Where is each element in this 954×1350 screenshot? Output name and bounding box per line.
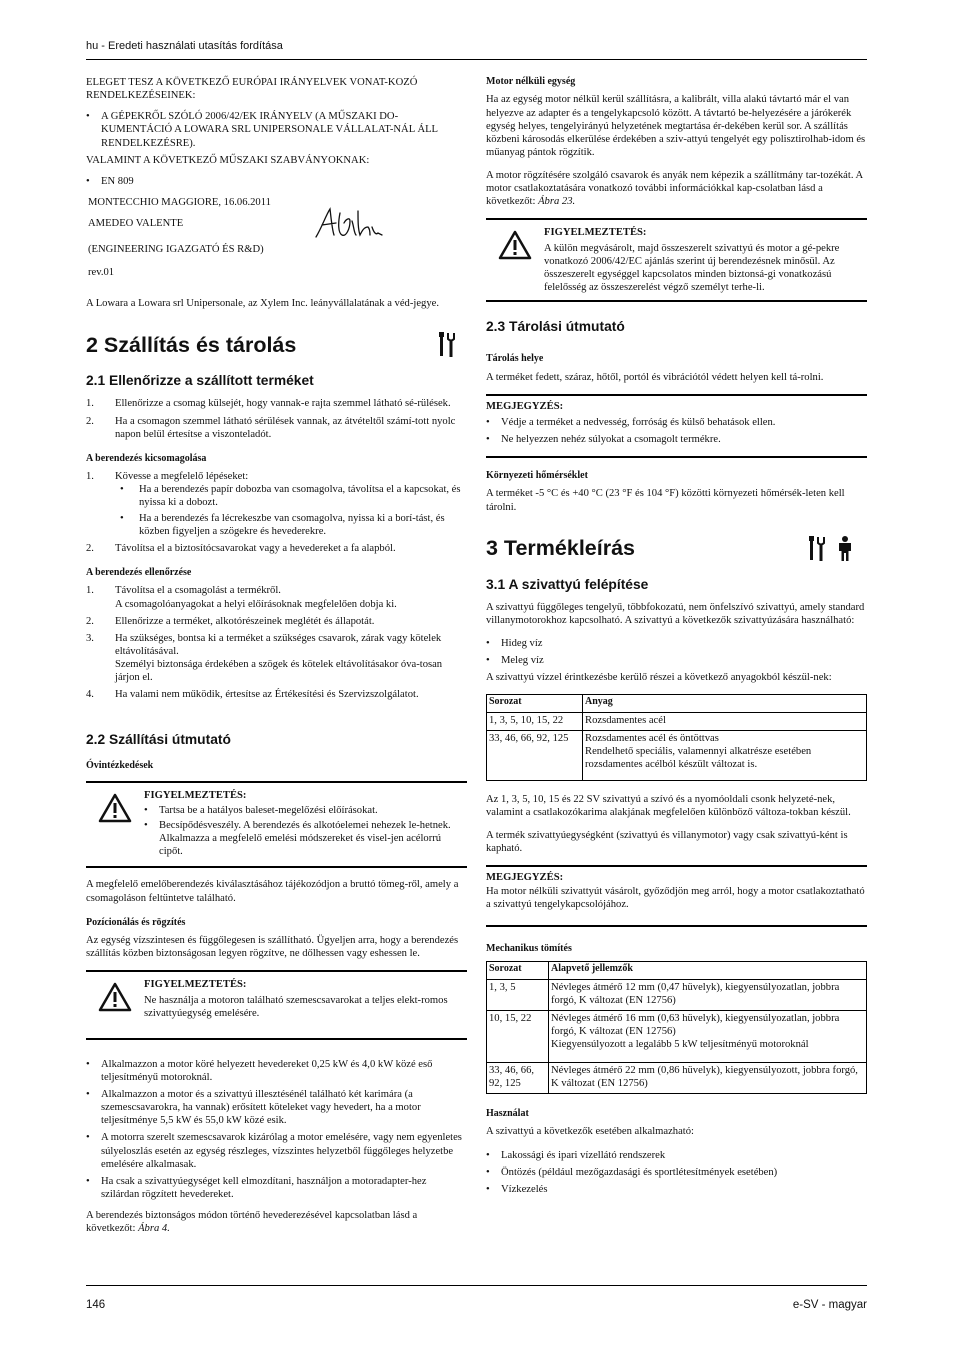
- list-item: • Ne helyezzen nehéz súlyokat a csomagolt termékre.: [486, 433, 867, 446]
- temperature-title: Környezeti hőmérséklet: [486, 470, 588, 481]
- list-item: 1. Kövesse a megfelelő lépéseket: • Ha a berendezés papír dobozba van csomagolva, távolítsa el a kapcsokat, és nyissa ki a dobozt. • Ha a berendezés fa lécrekeszbe van csomagolva, nyissa ki a borí-tást, és közben figyeljen a szögekre és hevederekre.: [86, 470, 467, 538]
- list-item: • Védje a terméket a nedvesség, forróság és külső behatások ellen.: [486, 416, 867, 429]
- table-cell: 10, 15, 22: [487, 1010, 549, 1062]
- list-item: • Öntözés (például mezőgazdasági és sportlétesítmények esetében): [486, 1166, 867, 1179]
- place-date: MONTECCHIO MAGGIORE, 16.06.2011: [88, 196, 271, 208]
- left-column: [86, 76, 467, 1245]
- usage-intro: A szivattyú a következők esetében alkalmazható:: [486, 1126, 694, 1138]
- table-header: Sorozat: [487, 962, 549, 979]
- note-box: [486, 394, 867, 458]
- materials-intro: A szivattyú vízzel érintkezésbe kerülő részei a következő anyagokból készül-nek:: [486, 672, 832, 684]
- inspect-title: A berendezés ellenőrzése: [86, 566, 192, 578]
- table-header: Anyag: [583, 695, 867, 712]
- storage-place-title: Tárolás helye: [486, 353, 544, 365]
- page-number: 146: [86, 1299, 106, 1311]
- list-item: • A motorra szerelt szemescsavarok kizárólag a motor emelésére, vagy nem egyenletes súlyeloszlás esetén az egység részleges, vízszintes helyzetből függőleges helyzetbe emelésére alkalmasak.: [86, 1131, 467, 1170]
- table-row: [487, 979, 867, 1010]
- list-item: • Hideg víz: [486, 637, 867, 650]
- list-item: • Becsípődésveszély. A berendezés és alkotóelemei nehezek le-hetnek. Alkalmazza a megfelelő emelési módszereket és visel-jen acélorrú cipőt.: [144, 819, 467, 858]
- warning-text: A külön megvásárolt, majd összeszerelt szivattyú és motor a gé-pekre vonatkozó 2006/42/EC ajánlás szerint új berendezésnek minősül. Az összeszerelt egységgel kapcsolatos minden biztonsá-gi vonatkozású felelősség az összeszerelést végző személyt terhe-li.: [544, 242, 840, 293]
- sling-reference: A berendezés biztonságos módon történő hevederezésével kapcsolatban lásd a következőt: Ábra 4.: [86, 1210, 418, 1235]
- table-row: [487, 730, 867, 780]
- declaration: [86, 76, 467, 279]
- table-cell: Rozsdamentes acél: [583, 712, 867, 730]
- note-title: MEGJEGYZÉS:: [486, 872, 564, 884]
- usage-list: [486, 1149, 867, 1196]
- standards-intro: VALAMINT A KÖVETKEZŐ MŰSZAKI SZABVÁNYOKNAK:: [86, 154, 370, 166]
- revision: rev.01: [88, 267, 115, 279]
- seal-table: [486, 961, 867, 1094]
- directive-item: • A GÉPEKRŐL SZÓLÓ 2006/42/EK IRÁNYELV (A MŰSZAKI DO-KUMENTÁCIÓ A LOWARA SRL UNIPERSONALE VÁLLALAT-NÁL ÁLL RENDELKEZÉSRE).: [86, 110, 467, 149]
- table-cell: 33, 46, 66, 92, 125: [487, 730, 583, 780]
- right-column: [486, 76, 867, 1204]
- table-row: [487, 712, 867, 730]
- table-header: Sorozat: [487, 695, 583, 712]
- signatory-role: (ENGINEERING IGAZGATÓ ÉS R&D): [88, 244, 264, 255]
- footer-rule: [86, 1285, 867, 1286]
- list-item: 4. Ha valami nem működik, értesítse az Értékesítési és Szervizszolgálatot.: [86, 689, 419, 701]
- chapter-3-heading: [486, 536, 867, 562]
- list-item: 3. Ha szükséges, bontsa ki a terméket a szükséges csavarok, zárak vagy kötelek eltávolításával. Személyi biztonsága érdekében a szögek és kötelek eltávolításakor óva-tosan járjon el.: [86, 632, 443, 684]
- list-item: 2. Ellenőrizze a terméket, alkotórészeinek meglétét és állapotát.: [86, 615, 375, 627]
- list-item: 2. Ha a csomagon szemmel látható sérülések vannak, az átvételtől számí-tott nyolc napon belül értesítse a viszonteladót.: [86, 415, 456, 440]
- warning-icon: [98, 982, 132, 1012]
- list-item: • Tartsa be a hatályos baleset-megelőzési előírásokat.: [144, 804, 467, 817]
- header-rule: [86, 59, 867, 60]
- document-label: e-SV - magyar: [792, 1299, 867, 1311]
- inspect-list: [86, 584, 467, 701]
- materials-table: [486, 694, 867, 781]
- motor-bolts-paragraph: A motor rögzítésére szolgáló csavarok és anyák nem képezik a szállítmány tar-tozékát. A motor csatlakoztatására vonatkozó további információkkal kap-csolatban lásd a következőt: Ábra 23.: [486, 170, 863, 208]
- seal-title: Mechanikus tömítés: [486, 942, 572, 954]
- section-2-2-title: 2.2 Szállítási útmutató: [86, 732, 231, 748]
- section-2-3-title: 2.3 Tárolási útmutató: [486, 319, 625, 335]
- warning-title: FIGYELMEZTETÉS:: [544, 227, 647, 239]
- table-header: Alapvető jellemzők: [549, 962, 867, 979]
- temperature-text: A terméket -5 °C és +40 °C (23 °F és 104 °F) közötti környezeti hőmérsék-leten kell tárolni.: [486, 488, 845, 513]
- list-item: • Lakossági és ipari vízellátó rendszerek: [486, 1149, 867, 1162]
- list-item: 1. Ellenőrizze a csomag külsejét, hogy vannak-e rajta szemmel látható sé-rülések.: [86, 398, 451, 410]
- figure-reference: Ábra 4.: [138, 1223, 170, 1235]
- list-item: • Ha a berendezés papír dobozba van csomagolva, távolítsa el a kapcsokat, és nyissa ki a dobozt.: [115, 483, 467, 509]
- table-row: [487, 1062, 867, 1093]
- warning-box: [486, 218, 867, 302]
- trademark-note: A Lowara a Lowara srl Unipersonale, az Xylem Inc. leányvállalatának a véd-jegye.: [86, 298, 439, 310]
- tools-icon: [809, 536, 825, 562]
- list-item: • Ha csak a szivattyúegységet kell elmozdítani, használjon a motoradapter-hez szilárdan rögzített hevedereket.: [86, 1175, 467, 1201]
- storage-place-text: A terméket fedett, száraz, hőtől, portól és vibrációtól védett helyen kell tá-rolni.: [486, 371, 824, 383]
- warning-text: Ne használja a motoron található szemescsavarokat a teljes elekt-romos szivattyúegység emelésére.: [144, 994, 448, 1019]
- list-item: 2. Távolítsa el a biztosítócsavarokat vagy a hevedereket a fa alapból.: [86, 542, 396, 554]
- motorless-title: Motor nélküli egység: [486, 76, 576, 87]
- note-box: [486, 865, 867, 926]
- warning-title: FIGYELMEZTETÉS:: [144, 789, 247, 801]
- declaration-intro: ELEGET TESZ A KÖVETKEZŐ EURÓPAI IRÁNYELVEK VONAT-KOZÓ RENDELKEZÉSEINEK:: [86, 77, 418, 102]
- precautions-title: Óvintézkedések: [86, 760, 154, 772]
- section-3-1-title: 3.1 A szivattyú felépítése: [486, 576, 649, 592]
- tools-icon: [439, 332, 455, 358]
- table-cell: Névleges átmérő 22 mm (0,86 hüvelyk), kiegyensúlyozott, jobbra forgó, K változat (EN 12756): [549, 1062, 867, 1093]
- signature: [314, 207, 384, 241]
- standard-item: • EN 809: [86, 175, 467, 188]
- sling-list: [86, 1058, 467, 1201]
- table-cell: 33, 46, 66, 92, 125: [487, 1062, 549, 1093]
- weight-paragraph: A megfelelő emelőberendezés kiválasztásához tájékozódjon a bruttó tömeg-ről, amely a csomagoláson feltüntetve található.: [86, 879, 459, 904]
- positioning-paragraph: Az egység vízszintesen és függőlegesen is szállítható. Ügyeljen arra, hogy a berendezés szállítás közben biztonságosan legyen rögzítve, ne dőlhessen vagy eshessen le.: [86, 935, 459, 960]
- unpack-list: [86, 470, 467, 555]
- chapter-2-title: 2 Szállítás és tárolás: [86, 332, 297, 357]
- figure-reference: Ábra 23.: [538, 196, 576, 208]
- list-item: 1. Távolítsa el a csomagolást a termékről. A csomagolóanyagokat a helyi előírásoknak megfelelően dobja ki.: [86, 585, 397, 610]
- note-text: Ha motor nélküli szivattyút vásárolt, győződjön meg arról, hogy a motor csatlakoztatható a szivattyú tengelykapcsolójához.: [486, 885, 865, 910]
- warning-box: [86, 781, 467, 869]
- unpack-title: A berendezés kicsomagolása: [86, 452, 207, 464]
- list-item: • Alkalmazzon a motor köré helyezett hevedereket 0,25 kW és 4,0 kW közé eső teljesítményű motoroknál.: [86, 1058, 467, 1084]
- page-header: hu - Eredeti használati utasítás fordítása: [86, 40, 283, 52]
- table-cell: 1, 3, 5: [487, 979, 549, 1010]
- usage-title: Használat: [486, 1108, 529, 1120]
- check-list: [86, 397, 467, 440]
- list-item: • Alkalmazzon a motor és a szivattyú illesztésénél található két karimára (a szemescsavarokra, ha vannak) erősített köteleket vagy hevedert, ha a motor teljesítménye 5,5 kW és 55,0 kW közé esik.: [86, 1088, 467, 1127]
- warning-icon: [498, 230, 532, 260]
- person-icon: [837, 536, 853, 562]
- chapter-3-title: 3 Termékleírás: [486, 535, 636, 560]
- pump-description: A szivattyú függőleges tengelyű, többfokozatú, nem önfelszívó szivattyú, amely standard villanymotorokhoz kapcsolható. A szivattyú a következők szivattyúzására használható:: [486, 601, 865, 626]
- list-item: • Vízkezelés: [486, 1183, 867, 1196]
- table-cell: 1, 3, 5, 10, 15, 22: [487, 712, 583, 730]
- warning-box: [86, 970, 467, 1039]
- table-row: [487, 1010, 867, 1062]
- list-item: • Meleg víz: [486, 654, 867, 667]
- list-item: • Ha a berendezés fa lécrekeszbe van csomagolva, nyissa ki a borí-tást, és közben figyeljen a szögekre és hevederekre.: [115, 512, 467, 538]
- table-cell: Rozsdamentes acél és öntöttvas Rendelhető speciális, valamennyi alkatrésze esetében rozsdamentes acélból készült változat is.: [583, 730, 867, 780]
- table-cell: Névleges átmérő 12 mm (0,47 hüvelyk), kiegyensúlyozatlan, jobbra forgó, K változat (EN 12756): [549, 979, 867, 1010]
- positioning-title: Pozícionálás és rögzítés: [86, 916, 186, 928]
- section-2-1-title: 2.1 Ellenőrizze a szállított terméket: [86, 373, 314, 389]
- motorless-paragraph: Ha az egység motor nélkül kerül szállításra, a kalibrált, villa alakú távtartó már el van helyezve az adapter és a tengelykapcsoló között. A távtartó be-helyezésére a járókerék egység helyes, tengelyirányú helyzetének megtartása ér-dekében kerül sor. A szállítás közbeni károsodás elkerülése érdekében a sziv-attyú tengelyét egy polisztirolhab-idom és műanyag pántok rögzítik.: [486, 94, 866, 158]
- table-cell: Névleges átmérő 16 mm (0,63 hüvelyk), kiegyensúlyozatlan, jobbra forgó, K változat (EN 12756) Kiegyensúlyozott a legalább 5 kW teljesítményű motoroknál: [549, 1010, 867, 1062]
- uses-list: [486, 637, 867, 667]
- availability-paragraph: A termék szivattyúegységként (szivattyú és villanymotor) vagy csak szivattyú-ként is kapható.: [486, 830, 848, 855]
- note-title: MEGJEGYZÉS:: [486, 400, 564, 412]
- warning-icon: [98, 793, 132, 823]
- signatory-name: AMEDEO VALENTE: [88, 218, 184, 230]
- variants-paragraph: Az 1, 3, 5, 10, 15 és 22 SV szivattyú a szívó és a nyomóoldali csonk helyzeté-nek, valamint a csatlakozókarima alakjának megfelelően különböző változa-tokban készül.: [486, 793, 851, 818]
- chapter-2-heading: [86, 332, 467, 358]
- warning-title: FIGYELMEZTETÉS:: [144, 979, 247, 991]
